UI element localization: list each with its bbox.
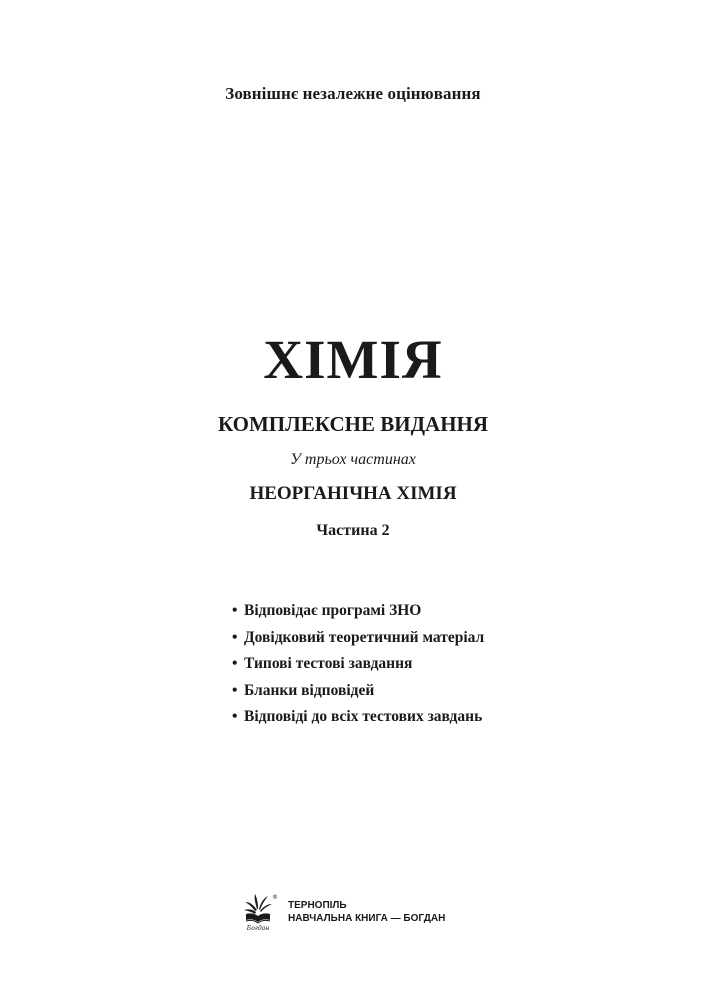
book-subtitle: КОМПЛЕКСНЕ ВИДАННЯ [217,412,489,436]
feature-item [232,704,484,731]
bullet-icon: • [232,681,238,699]
feature-text: Бланки відповідей [244,681,375,699]
bullet-icon: • [232,628,238,646]
feature-text: Відповіді до всіх тестових завдань [244,708,483,725]
registered-mark: ® [272,894,278,901]
publisher-text [288,899,445,925]
feature-item [232,625,484,652]
feature-item [232,598,484,625]
parts-note: У трьох частинах [290,451,416,468]
part-number: Частина 2 [316,522,390,539]
feature-list [232,598,484,731]
bullet-icon: • [232,655,238,672]
bullet-icon: • [232,708,238,725]
feature-text: Типові тестові завдання [244,655,413,672]
feature-item [232,678,484,705]
bullet-icon: • [232,602,238,619]
feature-text: Довідковий теоретичний матеріал [244,628,485,646]
series-title: Зовнішнє незалежне оцінювання [225,84,481,103]
publisher-city: ТЕРНОПІЛЬ [288,900,347,911]
book-title: ХІМІЯ [263,329,443,390]
feature-text: Відповідає програмі ЗНО [244,602,422,619]
section-title: НЕОРГАНІЧНА ХІМІЯ [249,483,457,504]
book-tree-logo-icon [243,892,279,932]
feature-item [232,651,484,678]
publisher-name: НАВЧАЛЬНА КНИГА — БОГДАН [288,913,446,924]
logo-script: Богдан [246,925,270,932]
